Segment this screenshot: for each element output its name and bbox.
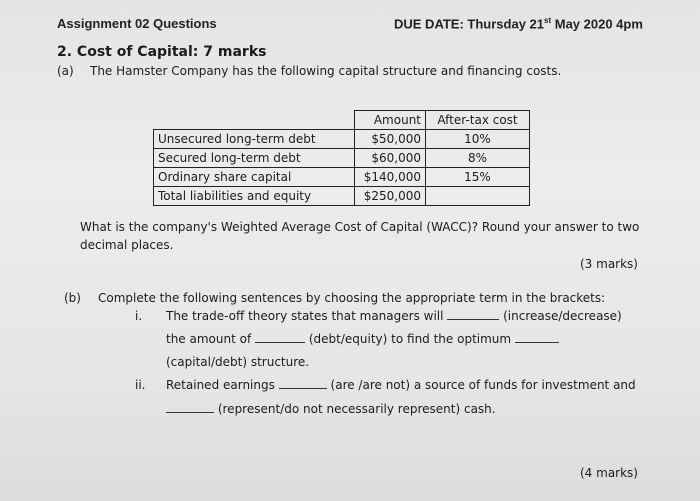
table-row: [154, 149, 530, 168]
sub-question-ii-line1: [166, 378, 636, 392]
sub-question-i-label: i.: [135, 309, 143, 323]
sub-question-i-text3: (debt/equity) to find the optimum: [308, 332, 512, 346]
table-cell: $140,000: [355, 168, 426, 187]
table-header-row: [154, 111, 530, 130]
sub-question-i-line2: [166, 332, 559, 346]
sub-question-ii-text2: (represent/do not necessarily represent) cash.: [217, 402, 496, 416]
due-date-label: DUE DATE: Thursday 21: [394, 16, 545, 32]
due-date: [394, 16, 643, 31]
sub-question-ii-options1: (are /are not) a source of funds for investment and: [330, 378, 636, 392]
part-a-text: The Hamster Company has the following capital structure and financing costs.: [90, 64, 562, 78]
due-date-suffix: st: [544, 16, 552, 25]
table-row: [154, 130, 530, 149]
table-row: [154, 168, 530, 187]
table-row: [154, 187, 530, 206]
table-cell: 8%: [426, 149, 530, 168]
wacc-question-line2: decimal places.: [80, 238, 174, 252]
answer-blank[interactable]: [166, 402, 214, 413]
sub-question-i-text1: The trade-off theory states that managers will: [166, 309, 444, 323]
table-cell: [426, 187, 530, 206]
sub-question-i-line1: [166, 309, 622, 323]
table-header-cell: Amount: [355, 111, 426, 130]
sub-question-i-options1: (increase/decrease): [503, 309, 622, 323]
due-date-rest: May 2020 4pm: [551, 16, 643, 32]
sub-question-i-text2: the amount of: [166, 332, 252, 346]
answer-blank[interactable]: [279, 378, 327, 389]
sub-question-ii-label: ii.: [135, 378, 146, 392]
table-cell: Unsecured long-term debt: [154, 130, 355, 149]
answer-blank[interactable]: [447, 309, 499, 320]
part-a-marks: (3 marks): [580, 257, 638, 271]
part-a-label: (a): [57, 64, 74, 78]
table-cell: Ordinary share capital: [154, 168, 355, 187]
answer-blank[interactable]: [515, 332, 559, 343]
sub-question-ii-text1: Retained earnings: [166, 378, 275, 392]
capital-structure-table: [153, 110, 530, 206]
part-b-label: (b): [64, 291, 81, 305]
table-cell: $250,000: [355, 187, 426, 206]
table-cell: Secured long-term debt: [154, 149, 355, 168]
sub-question-i-line3: (capital/debt) structure.: [166, 355, 310, 369]
table-header-cell: After-tax cost: [426, 111, 530, 130]
sub-question-ii-line2: [166, 402, 496, 416]
answer-blank[interactable]: [255, 332, 305, 343]
table-cell: Total liabilities and equity: [154, 187, 355, 206]
table-header-cell: [154, 111, 355, 130]
table-cell: 15%: [426, 168, 530, 187]
table-cell: $60,000: [355, 149, 426, 168]
wacc-question-line1: What is the company's Weighted Average Cost of Capital (WACC)? Round your answer to two: [80, 220, 640, 234]
question-title: 2. Cost of Capital: 7 marks: [57, 44, 267, 60]
table-cell: $50,000: [355, 130, 426, 149]
assignment-header: Assignment 02 Questions: [57, 16, 217, 31]
part-b-text: Complete the following sentences by choosing the appropriate term in the brackets:: [98, 291, 606, 305]
part-b-marks: (4 marks): [580, 466, 638, 480]
table-cell: 10%: [426, 130, 530, 149]
